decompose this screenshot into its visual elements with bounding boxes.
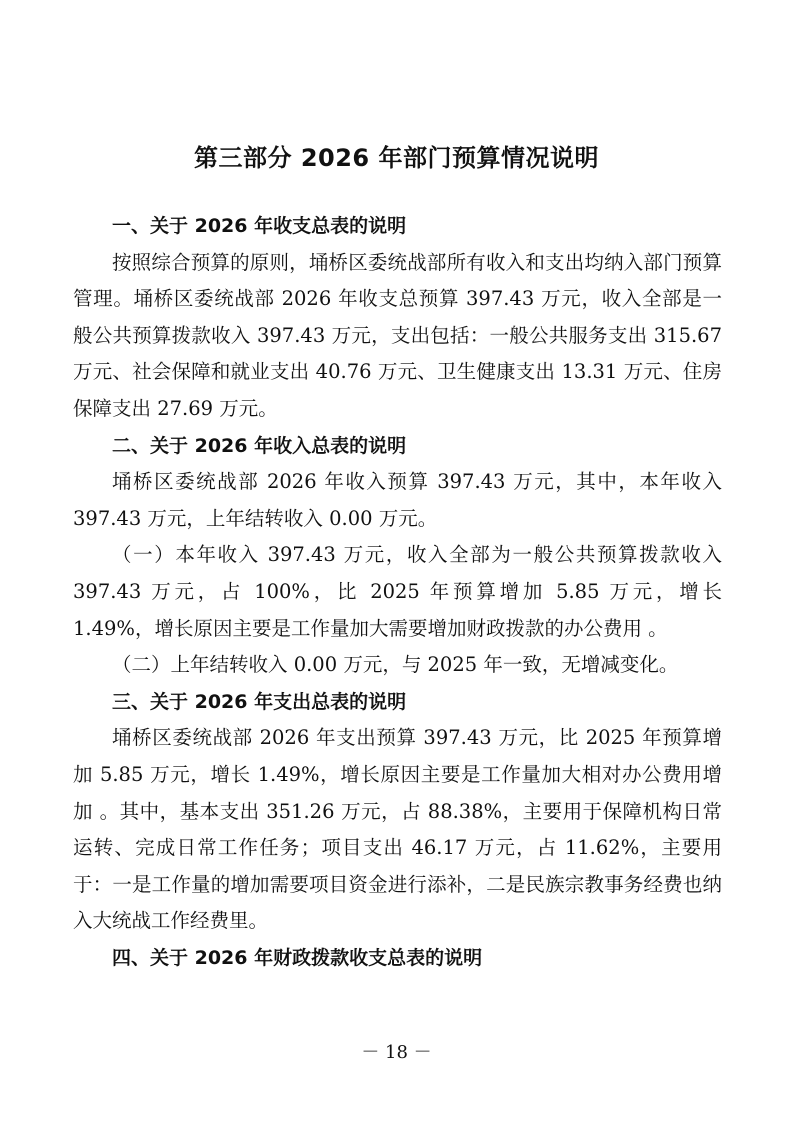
- section-heading-2: 二、关于 2026 年收入总表的说明: [112, 434, 407, 457]
- section-1-paragraph-1: 按照综合预算的原则，埇桥区委统战部所有收入和支出均纳入部门预算管理。埇桥区委统战部 2026 年收支总预算 397.43 万元，收入全部是一般公共预算拨款收入 397.43 万元，支出包括：一般公共服务支出 315.67 万元、社会保障和就业支出 40.76 万元、卫生健康支出 13.31 万元、住房保障支出 27.69 万元。: [73, 250, 722, 420]
- page-title: 第三部分 2026 年部门预算情况说明: [193, 144, 599, 172]
- section-heading-4: 四、关于 2026 年财政拨款收支总表的说明: [112, 946, 483, 969]
- section-heading-3: 三、关于 2026 年支出总表的说明: [112, 690, 407, 713]
- page-number: － 18 －: [361, 1042, 432, 1063]
- section-2-paragraph-1: 埇桥区委统战部 2026 年收入预算 397.43 万元，其中，本年收入 397.43 万元，上年结转收入 0.00 万元。: [73, 470, 722, 530]
- section-heading-1: 一、关于 2026 年收支总表的说明: [112, 215, 407, 237]
- section-3-paragraph-1: 埇桥区委统战部 2026 年支出预算 397.43 万元，比 2025 年预算增加 5.85 万元，增长 1.49%，增长原因主要是工作量加大相对办公费用增加 。其中，基本支出 351.26 万元，占 88.38%，主要用于保障机构日常运转、完成日常工作任务；项目支出 46.17 万元，占 11.62%，主要用于：一是工作量的增加需要项目资金进行添补，二是民族宗教事务经费也纳入大统战工作经费里。: [73, 726, 722, 933]
- section-2-paragraph-2: （一）本年收入 397.43 万元，收入全部为一般公共预算拨款收入 397.43 万元，占 100%，比 2025 年预算增加 5.85 万元，增长 1.49%，增长原因主要是工作量加大需要增加财政拨款的办公费用 。: [73, 543, 722, 640]
- section-2-paragraph-3: （二）上年结转收入 0.00 万元，与 2025 年一致，无增减变化。: [112, 653, 679, 677]
- document-body: [73, 208, 722, 976]
